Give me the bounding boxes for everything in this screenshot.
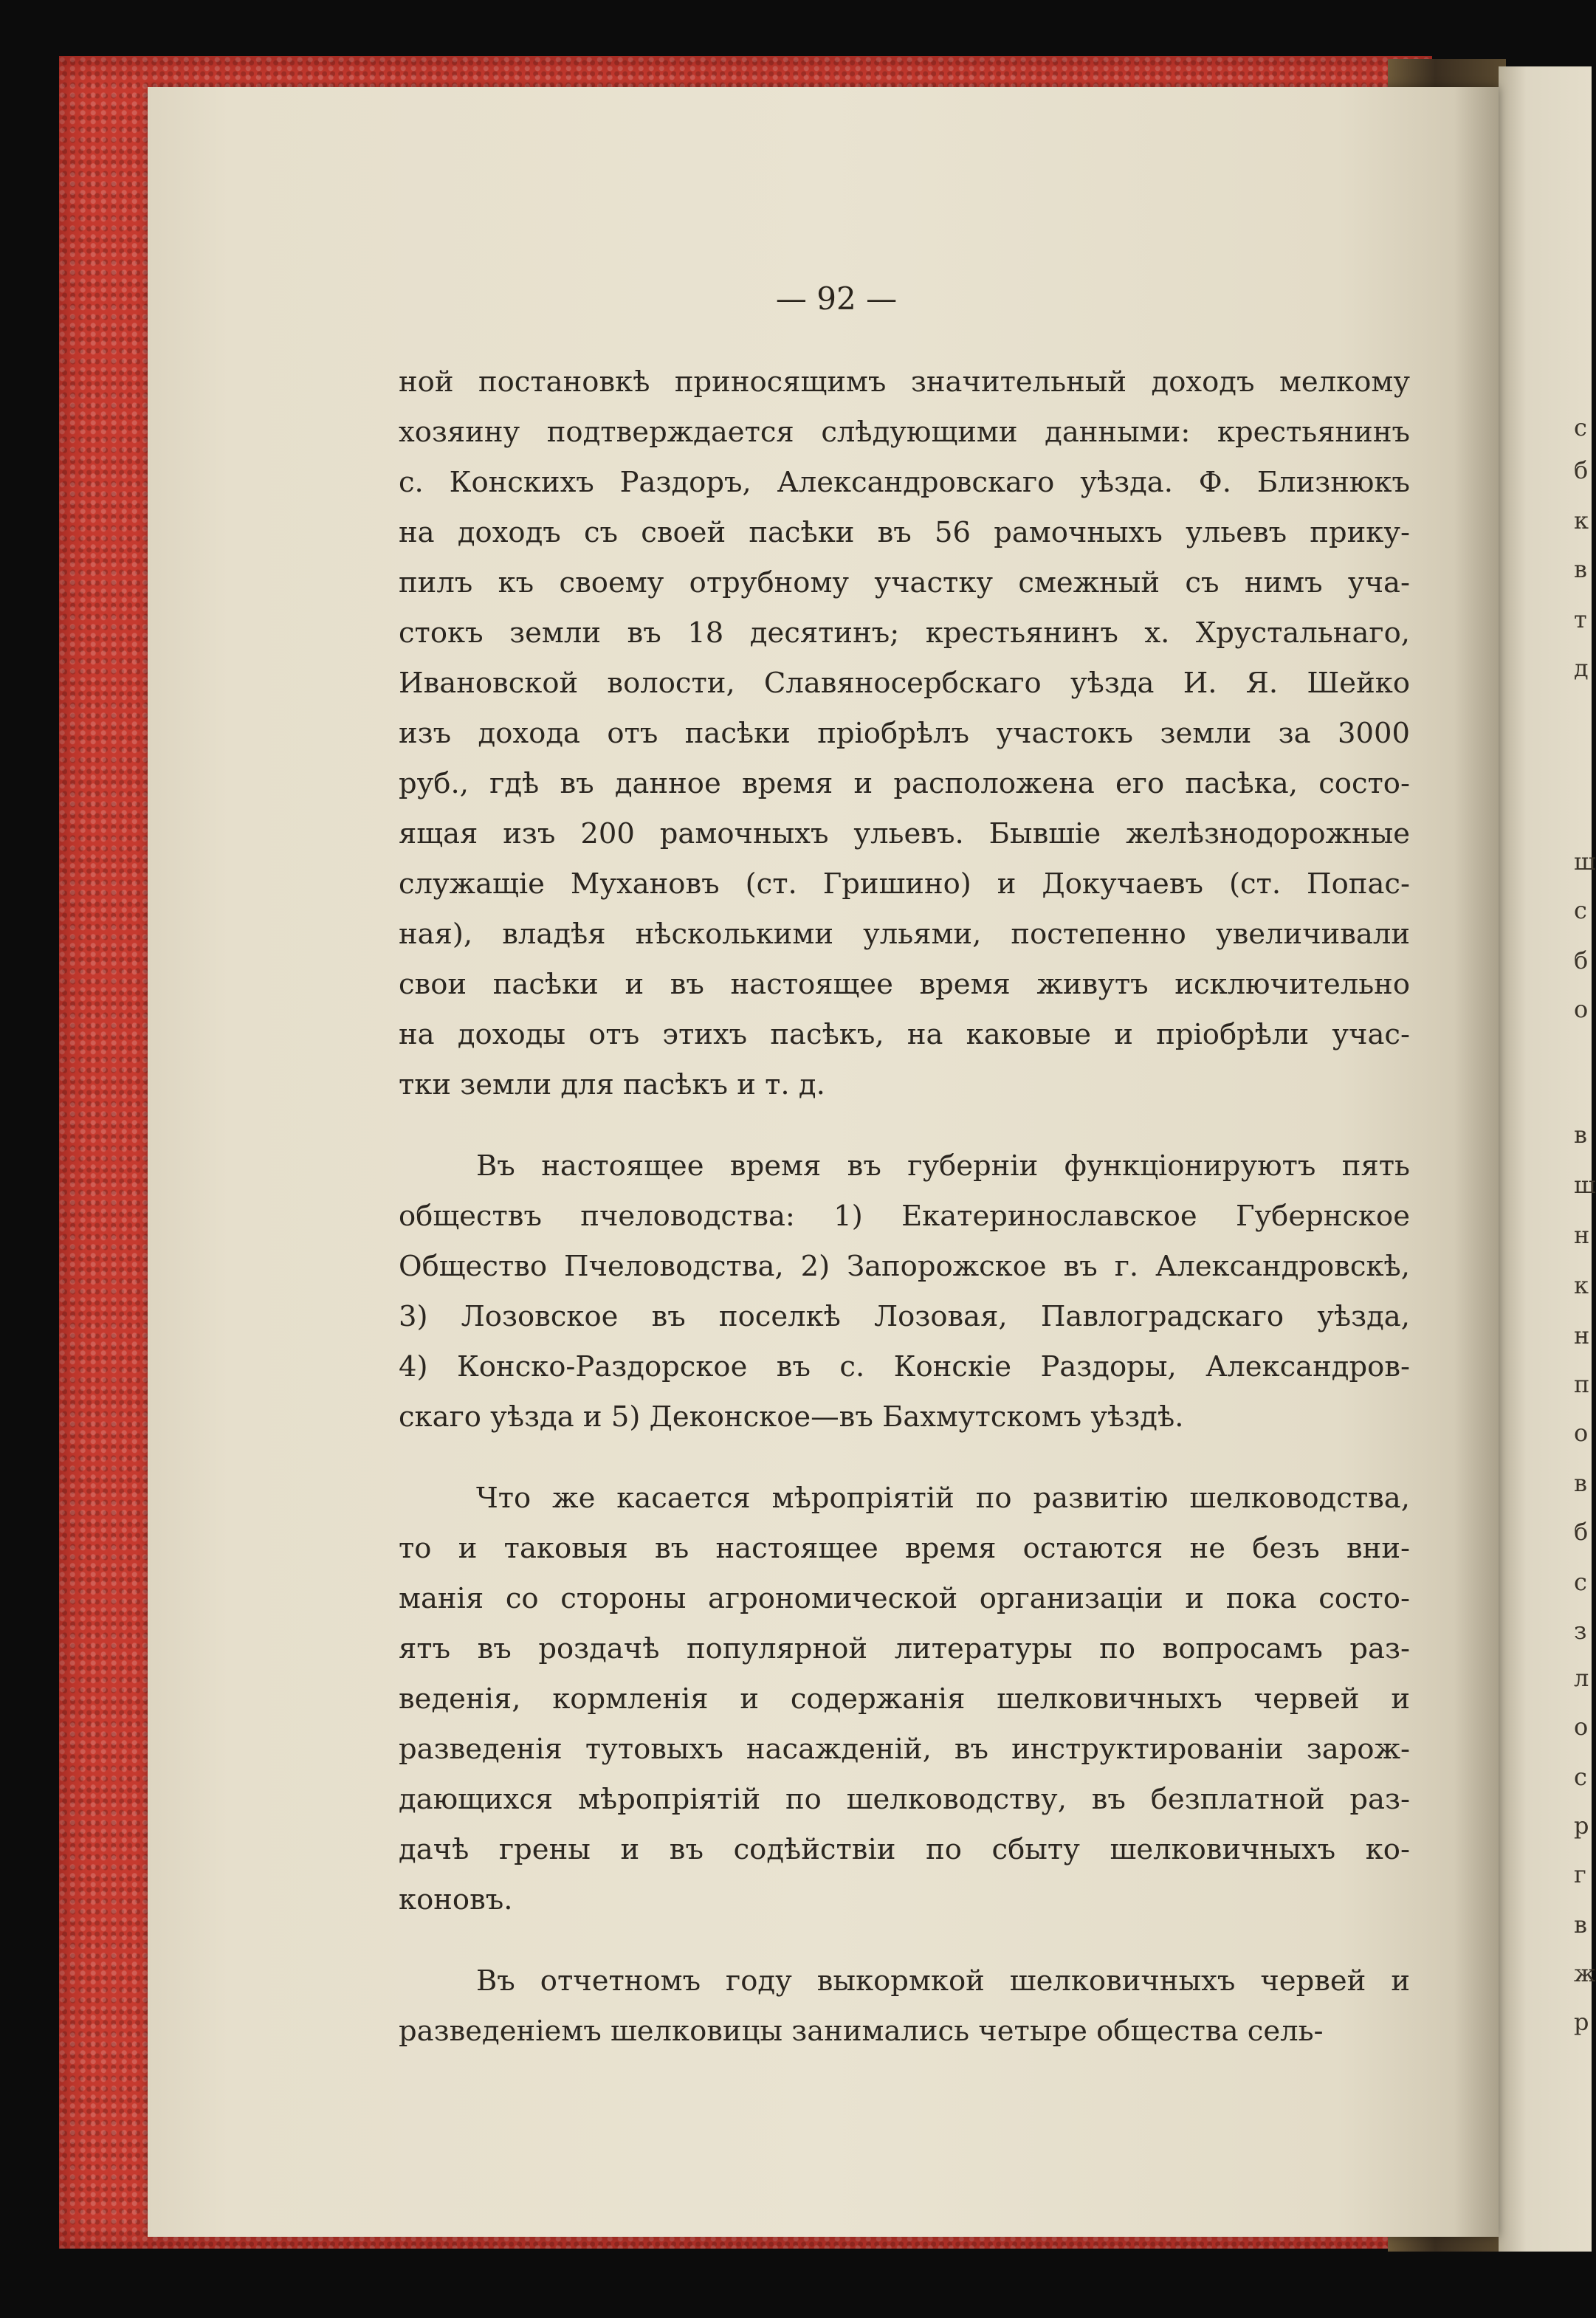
- neighbor-page-letter: в: [1574, 1121, 1588, 1149]
- text-line: веденія, кормленія и содержанія шелковичныхъ червей и: [399, 1682, 1410, 1716]
- neighbor-page-letter: ш: [1574, 1171, 1596, 1199]
- text-line: Что же касается мѣропріятій по развитію шелководства,: [476, 1482, 1410, 1515]
- text-line: изъ дохода отъ пасѣки пріобрѣлъ участокъ земли за 3000: [399, 717, 1410, 750]
- text-line: Ивановской волости, Славяносербскаго уѣзда И. Я. Шейко: [399, 667, 1410, 700]
- text-line: свои пасѣки и въ настоящее время живутъ исключительно: [399, 968, 1410, 1001]
- text-line: с. Конскихъ Раздоръ, Александровскаго уѣзда. Ф. Близнюкъ: [399, 466, 1410, 499]
- neighbor-page-letter: б: [1574, 456, 1589, 484]
- text-line: пилъ къ своему отрубному участку смежный съ нимъ уча-: [399, 566, 1410, 599]
- paragraph: [399, 1473, 1410, 1925]
- neighbor-page-letter: о: [1574, 1713, 1589, 1741]
- text-line: на доходы отъ этихъ пасѣкъ, на каковые и пріобрѣли учас-: [399, 1018, 1410, 1051]
- neighbor-page-letter: в: [1574, 1469, 1588, 1497]
- neighbor-page-letter: т: [1574, 605, 1587, 633]
- text-line: Общество Пчеловодства, 2) Запорожское въ г. Александровскѣ,: [399, 1250, 1410, 1283]
- neighbor-page-letter: к: [1574, 506, 1589, 534]
- text-line: руб., гдѣ въ данное время и расположена его пасѣка, состо-: [399, 767, 1410, 800]
- text-line: тки земли для пасѣкъ и т. д.: [399, 1068, 825, 1101]
- paragraph: [399, 357, 1410, 1110]
- text-line: скаго уѣзда и 5) Деконское—въ Бахмутскомъ уѣздѣ.: [399, 1400, 1184, 1434]
- neighbor-page-letter: в: [1574, 555, 1588, 583]
- paragraph: [399, 1956, 1410, 2057]
- neighbor-page-letter: б: [1574, 946, 1589, 974]
- paragraph-spacer: [399, 1925, 1410, 1956]
- text-line: обществъ пчеловодства: 1) Екатеринославское Губернское: [399, 1200, 1410, 1233]
- paragraph-spacer: [399, 1110, 1410, 1141]
- neighbor-page-letter: с: [1574, 896, 1587, 924]
- neighbor-page-letter: с: [1574, 1568, 1587, 1596]
- text-line: на доходъ съ своей пасѣки въ 56 рамочныхъ ульевъ прику-: [399, 516, 1410, 549]
- neighbor-page-letter: ш: [1574, 847, 1596, 876]
- text-line: ной постановкѣ приносящимъ значительный доходъ мелкому: [399, 365, 1410, 399]
- text-line: разведеніемъ шелковицы занимались четыре общества сель-: [399, 2015, 1324, 2048]
- paragraph-spacer: [399, 1442, 1410, 1473]
- neighbor-page-letter: г: [1574, 1860, 1586, 1888]
- text-line: Въ настоящее время въ губерніи функціонируютъ пять: [476, 1149, 1410, 1183]
- page-text-block: [399, 357, 1410, 2057]
- neighbor-page-letter: р: [1574, 1812, 1589, 1840]
- neighbor-page-letter: к: [1574, 1271, 1589, 1299]
- text-line: ная), владѣя нѣсколькими ульями, постепенно увеличивали: [399, 918, 1410, 951]
- paragraph: [399, 1141, 1410, 1442]
- text-line: ятъ въ роздачѣ популярной литературы по вопросамъ раз-: [399, 1632, 1410, 1665]
- text-line: хозяину подтверждается слѣдующими данными: крестьянинъ: [399, 416, 1410, 449]
- neighbor-page-letter: н: [1574, 1221, 1590, 1249]
- neighbor-page-letter: в: [1574, 1911, 1588, 1939]
- page-gutter-shadow: [1454, 87, 1499, 2237]
- neighbor-page-letter: с: [1574, 1763, 1587, 1791]
- text-line: 3) Лозовское въ поселкѣ Лозовая, Павлоградскаго уѣзда,: [399, 1300, 1410, 1333]
- text-line: дающихся мѣропріятій по шелководству, въ безплатной раз-: [399, 1783, 1410, 1816]
- text-line: дачѣ грены и въ содѣйствіи по сбыту шелковичныхъ ко-: [399, 1833, 1410, 1866]
- page-number: — 92 —: [775, 281, 898, 317]
- text-line: 4) Конско-Раздорское въ с. Конскіе Раздоры, Александров-: [399, 1350, 1410, 1383]
- text-line: ящая изъ 200 рамочныхъ ульевъ. Бывшіе желѣзнодорожные: [399, 817, 1410, 850]
- neighbor-page-letter: б: [1574, 1518, 1589, 1546]
- neighbor-page-letter: р: [1574, 2008, 1589, 2036]
- neighbor-page-letter: д: [1574, 654, 1589, 682]
- neighbor-page-letter: о: [1574, 995, 1589, 1023]
- neighbor-page-letter: ж: [1574, 1959, 1596, 1987]
- text-line: коновъ.: [399, 1883, 513, 1916]
- text-line: манія со стороны агрономической организаціи и пока состо-: [399, 1582, 1410, 1615]
- text-line: служащіе Мухановъ (ст. Гришино) и Докучаевъ (ст. Попас-: [399, 867, 1410, 901]
- neighbor-page-letter: з: [1574, 1617, 1587, 1645]
- neighbor-page-letter: п: [1574, 1370, 1590, 1398]
- neighbor-page-letter: с: [1574, 413, 1587, 441]
- neighbor-page-letter: н: [1574, 1321, 1590, 1349]
- neighbor-page-letter: о: [1574, 1419, 1589, 1447]
- text-line: Въ отчетномъ году выкормкой шелковичныхъ червей и: [476, 1964, 1410, 1998]
- neighbor-page-letter: л: [1574, 1664, 1589, 1692]
- text-line: стокъ земли въ 18 десятинъ; крестьянинъ х. Хрустальнаго,: [399, 616, 1410, 650]
- text-line: разведенія тутовыхъ насажденій, въ инструктированіи зарож-: [399, 1733, 1410, 1766]
- text-line: то и таковыя въ настоящее время остаются не безъ вни-: [399, 1532, 1410, 1565]
